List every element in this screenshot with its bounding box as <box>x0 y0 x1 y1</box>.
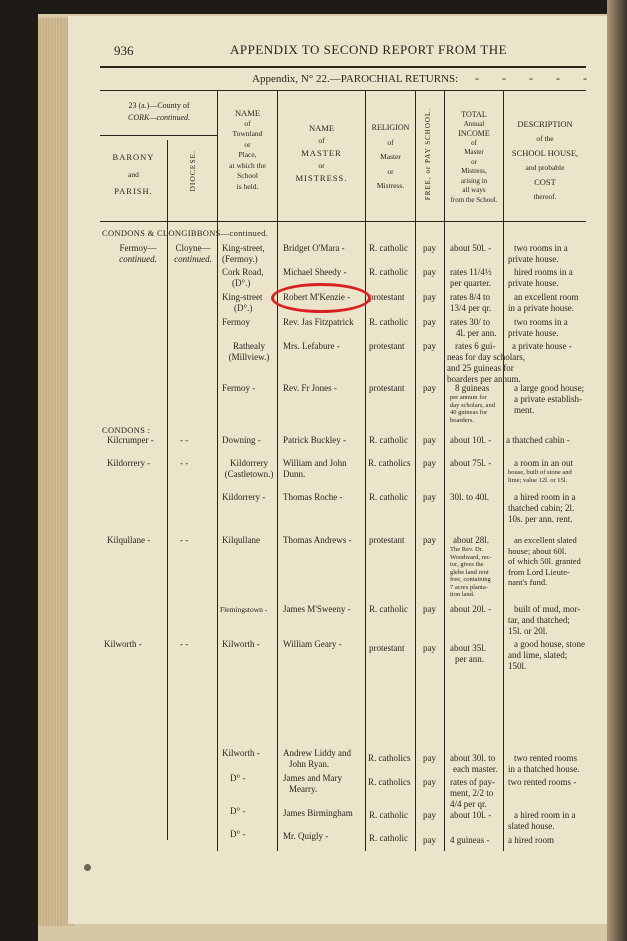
row-income: about 28l. The Rev. Dr. Woodward, rec- tor, gives the glebe land rent free, containing 7 acres planta- tion land. <box>450 535 492 598</box>
page-number: 936 <box>114 43 134 58</box>
row-master: Rev. Jas Fitzpatrick <box>283 317 354 327</box>
row-description: a hired room in a thatched cabin; 2l. 10s. per ann. rent. <box>508 492 576 524</box>
row-master: Bridget O'Mara - <box>283 243 345 253</box>
row-place: D° - <box>230 806 246 816</box>
row-income: about 50l. - <box>450 243 492 253</box>
section-condons: CONDONS : <box>102 425 151 435</box>
row-master: Rev. Fr Jones - <box>283 383 337 393</box>
row-income: rates 6 gui- neas for day scholars, and 25 guineas for boarders per annum. <box>447 341 525 384</box>
row-religion: R. catholic <box>369 243 408 253</box>
row-income: rates 8/4 to 13/4 per qr. <box>450 292 492 313</box>
row-pay: pay <box>423 383 436 393</box>
row-parish: Fermoy— continued. <box>119 243 157 264</box>
row-income: about 35l. per ann. <box>450 643 486 664</box>
row-religion: protestant <box>369 643 405 653</box>
row-pay: pay <box>423 777 436 787</box>
column-rule <box>217 91 218 851</box>
header-bottom-rule <box>100 221 586 222</box>
column-rule <box>444 91 445 851</box>
row-parish: Kilqullane - <box>107 535 151 545</box>
row-pay: pay <box>423 317 436 327</box>
row-place: Downing - <box>222 435 261 445</box>
page-title: APPENDIX TO SECOND REPORT FROM THE <box>230 42 508 57</box>
row-master: Mr. Quigly - <box>283 831 329 841</box>
row-income: about 75l. - <box>450 458 492 468</box>
row-place: Fermoy - <box>222 383 256 393</box>
row-master: James Birmingham <box>283 808 353 818</box>
row-diocese: - - <box>180 435 189 445</box>
row-religion: R. catholics <box>368 458 411 468</box>
county-header-line2: CORK—continued. <box>128 113 190 122</box>
row-description: built of mud, mor- tar, and thatched; 15l. or 20l. <box>508 604 581 636</box>
row-description: two rooms in a private house. <box>508 317 568 338</box>
row-place: Cork Road, (D°.) <box>222 267 264 288</box>
religion-header: RELIGION of Master or Mistress. <box>371 123 410 190</box>
row-pay: pay <box>423 753 436 763</box>
row-description: a hired room <box>508 835 554 845</box>
row-pay: pay <box>423 492 436 502</box>
row-description: a private house - <box>512 341 572 351</box>
row-pay: pay <box>423 810 436 820</box>
appendix-subtitle: Appendix, N° 22.—PAROCHIAL RETURNS: <box>252 73 459 85</box>
row-income: rates of pay- ment, 2/2 to 4/4 per qr. <box>450 777 495 809</box>
row-income: about 10l. - <box>450 810 492 820</box>
row-religion: protestant <box>369 292 405 302</box>
row-pay: pay <box>423 643 436 653</box>
diocese-header: DIOCESE. <box>188 150 197 192</box>
row-place: King-street (D°.) <box>222 292 263 313</box>
column-rule <box>415 91 416 851</box>
row-diocese: - - <box>180 535 189 545</box>
townland-header: NAME of Townland or Place, at which the School is held. <box>229 108 266 191</box>
row-religion: R. catholics <box>368 753 411 763</box>
row-income: rates 30/ to 4l. per ann. <box>450 317 497 338</box>
row-description: two rented rooms in a thatched house. <box>508 753 580 774</box>
row-pay: pay <box>423 835 436 845</box>
row-religion: R. catholic <box>369 492 408 502</box>
row-pay: pay <box>423 292 436 302</box>
row-master: Mrs. Lefabure - <box>283 341 340 351</box>
row-place: D° - <box>230 829 246 839</box>
row-description: two rented rooms - <box>508 777 577 787</box>
column-rule <box>503 91 504 851</box>
section-condons-clongibbons: CONDONS & CLONGIBBONS—continued. <box>102 228 269 238</box>
subtitle-dashes: - - - - - <box>475 71 597 85</box>
row-place: Kilqullane <box>222 535 260 545</box>
column-rule <box>167 140 168 840</box>
row-parish: Kilcrumper - <box>107 435 154 445</box>
row-pay: pay <box>423 341 436 351</box>
row-income: about 30l. to each master. <box>450 753 498 774</box>
row-place: King-street, (Fermoy.) <box>222 243 265 264</box>
row-diocese: - - <box>180 458 189 468</box>
row-diocese: Cloyne— continued. <box>174 243 212 264</box>
county-header-line1: 23 (a.)—County of <box>128 101 190 110</box>
row-place: Kilworth - <box>222 748 260 758</box>
row-description: an excellent room in a private house. <box>508 292 579 313</box>
row-parish: Kildorrery - <box>107 458 151 468</box>
row-place: Fermoy <box>222 317 250 327</box>
row-place: Rathealy (Millview.) <box>228 341 270 362</box>
row-income: 4 guineas - <box>450 835 490 845</box>
row-master: William and John Dunn. <box>283 458 347 479</box>
row-master-highlighted: Robert M'Kenzie - <box>283 292 351 302</box>
row-income: 8 guineas per annum for day scholars, and 40 guineas for boarders. <box>450 383 495 424</box>
row-description: a good house, stone and lime, slated; 150l. <box>508 639 585 671</box>
column-rule <box>365 91 366 851</box>
table-top-rule <box>100 90 586 91</box>
row-income: rates 11/4½ per quarter. <box>450 267 492 288</box>
row-religion: R. catholic <box>369 833 408 843</box>
row-religion: protestant <box>369 341 405 351</box>
row-place: Kildorrery (Castletown.) <box>224 458 274 479</box>
row-description: a thatched cabin - <box>506 435 570 445</box>
row-pay: pay <box>423 535 436 545</box>
row-description: two rooms in a private house. <box>508 243 568 264</box>
row-religion: R. catholic <box>369 604 408 614</box>
row-description: an excellent slated house; about 60l. of which 50l. granted from Lord Lieute- nant's fund. <box>508 535 581 587</box>
row-pay: pay <box>423 435 436 445</box>
row-parish: Kilworth - <box>104 639 142 649</box>
county-rule <box>100 135 217 136</box>
row-income: 30l. to 40l. <box>450 492 490 502</box>
row-description: a hired room in a slated house. <box>508 810 576 831</box>
book-gutter <box>607 0 627 941</box>
red-circle-annotation <box>271 283 371 313</box>
row-master: Thomas Andrews - <box>283 535 352 545</box>
row-religion: R. catholic <box>369 317 408 327</box>
row-master: Andrew Liddy and John Ryan. <box>283 748 351 769</box>
row-place: Kilworth - <box>222 639 260 649</box>
income-header: TOTAL Annual INCOME of Master or Mistress, arising in all ways from the School. <box>450 110 498 204</box>
free-pay-header: FREE, or PAY SCHOOL. <box>424 108 432 201</box>
and-header: and <box>128 170 139 179</box>
row-religion: R. catholic <box>369 267 408 277</box>
row-place: D° - <box>230 773 246 783</box>
row-religion: protestant <box>369 383 405 393</box>
row-religion: R. catholics <box>368 777 411 787</box>
row-master: Thomas Roche - <box>283 492 343 502</box>
row-pay: pay <box>423 243 436 253</box>
row-description: hired rooms in a private house. <box>508 267 573 288</box>
row-religion: R. catholic <box>369 435 408 445</box>
row-place: Flemingstown - <box>220 605 268 614</box>
row-religion: protestant <box>369 535 405 545</box>
row-income: about 20l. - <box>450 604 492 614</box>
barony-header: BARONY <box>112 152 155 162</box>
row-master: James and Mary Mearry. <box>283 773 342 794</box>
row-pay: pay <box>423 458 436 468</box>
row-place: Kildorrery - <box>222 492 266 502</box>
row-description: a large good house; a private establish- ment. <box>514 383 585 415</box>
row-master: Patrick Buckley - <box>283 435 346 445</box>
row-pay: pay <box>423 267 436 277</box>
description-header: DESCRIPTION of the SCHOOL HOUSE, and probable COST thereof. <box>511 119 579 201</box>
row-master: Michael Sheedy - <box>283 267 347 277</box>
row-religion: R. catholic <box>369 810 408 820</box>
parish-header: PARISH. <box>114 186 153 196</box>
row-master: James M'Sweeny - <box>283 604 351 614</box>
row-pay: pay <box>423 604 436 614</box>
master-header: NAME of MASTER or MISTRESS. <box>295 123 348 183</box>
row-income: about 10l. - <box>450 435 492 445</box>
header-rule <box>100 66 586 68</box>
row-description: a room in an out house, built of stone and lime; value 12l. or 15l. <box>508 458 573 484</box>
ink-spot <box>84 864 91 871</box>
row-diocese: - - <box>180 639 189 649</box>
column-rule <box>277 91 278 851</box>
row-master: William Geary - <box>283 639 342 649</box>
